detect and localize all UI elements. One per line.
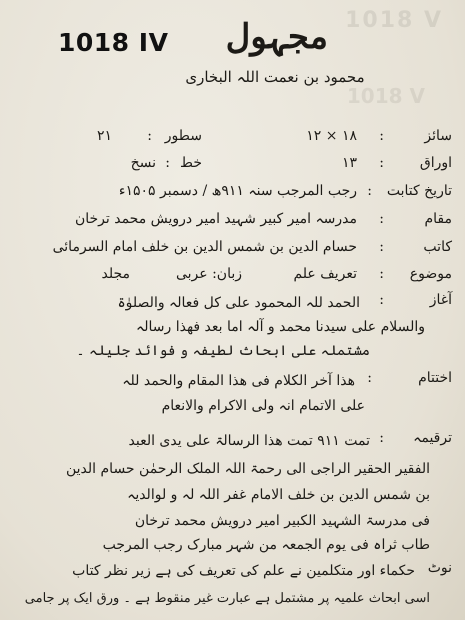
field-row-place [22,211,452,233]
field-row-scribe [22,239,452,261]
field-colon: : [379,266,384,282]
field-colon: : [367,370,372,386]
incipit-line: مشتملہ علی ابحاث لطیفہ و فوائد جلیلہ ۔ [76,343,370,359]
note-line: حکماء اور متکلمین نے علم کی تعریف کی ہے زیر نظر کتاب [72,563,415,579]
field-value-date: رجب المرجب سنہ ۹۱۱ھ / دسمبر ۱۵۰۵ء [118,183,357,199]
field-label-lines: سطور [164,128,202,144]
colophon-line: فی مدرسۃ الشہید الکبیر امیر درویش محمد ترخان [134,513,430,529]
field-colon: : [379,128,384,144]
field-colon: : [379,155,384,171]
field-label-place: مقام [424,211,452,227]
field-row-folios [22,155,452,177]
field-colon: : [379,292,384,308]
field-value-subject: تعریف علم [293,266,357,282]
field-value-binding: مجلد [101,266,130,282]
field-colon: : [379,430,384,446]
field-colon: : [379,239,384,255]
field-colon: : [147,128,152,144]
explicit-label: اختتام [418,370,452,386]
catalog-number: 1018 IV [58,28,169,57]
incipit-label: آغاز [429,292,452,308]
field-value-place: مدرسہ امیر کبیر شہید امیر درویش محمد ترخان [74,211,357,227]
field-value-lines: ۲۱ [96,128,112,144]
explicit-line: ھذا آخر الکلام فی ھذا المقام والحمد للہ [122,373,355,389]
field-value-script: نسخ [130,155,156,171]
field-label-date: تاریخ کتابت [386,183,452,199]
colophon-line: بن شمس الدین بن خلف الامام غفر اللہ لہ و لوالدیہ [127,487,430,503]
field-label-folios: اوراق [419,155,452,171]
field-colon: : [165,155,170,171]
field-label-scribe: کاتب [423,239,452,255]
field-colon: : [367,183,372,199]
field-row-size [22,128,452,150]
incipit-line: والسلام علی سیدنا محمد و آلہ اما بعد فھذا رسالہ [136,319,425,335]
page-title: مجہول [225,17,328,57]
field-value-folios: ۱۳ [341,155,357,171]
field-value-scribe: حسام الدین بن شمس الدین بن خلف امام السرمائی [52,239,357,255]
field-label-subject: موضوع [409,266,452,282]
colophon-label: ترقیمہ [413,430,452,446]
field-value-size: ۱۸ × ۱۲ [306,128,357,144]
colophon-line: طاب ثراہ فی یوم الجمعہ من شہر مبارک رجب المرجب [102,537,430,553]
field-label-script: خط [180,155,202,171]
explicit-line: علی الاتمام انہ ولی الاکرام والانعام [161,398,365,414]
bleed-through-number: 1018 V [346,84,425,108]
field-colon: : [379,211,384,227]
note-line: اسی ابحاث علمیہ پر مشتمل ہے عبارت غیر منقوط ہے ۔ ورق ایک پر جامی [24,591,430,606]
incipit-line: الحمد للہ المحمود علی کل فعالہ والصلوٰۃ [117,295,360,311]
bleed-through-number: 1018 V [345,8,443,33]
colophon-line: تمت ۹۱۱ تمت ھذا الرسالۃ علی یدی العبد [128,433,370,449]
note-label: نوٹ [427,560,452,576]
colophon-line: الفقیر الحقیر الراجی الی رحمۃ اللہ الملک الرحمٰن حسام الدین [66,461,430,477]
field-value-language: زبان: عربی [175,266,242,282]
field-row-subject [22,266,452,288]
field-label-size: سائز [424,128,452,144]
author-line: محمود بن نعمت اللہ البخاری [185,68,365,86]
field-row-date [22,183,452,205]
